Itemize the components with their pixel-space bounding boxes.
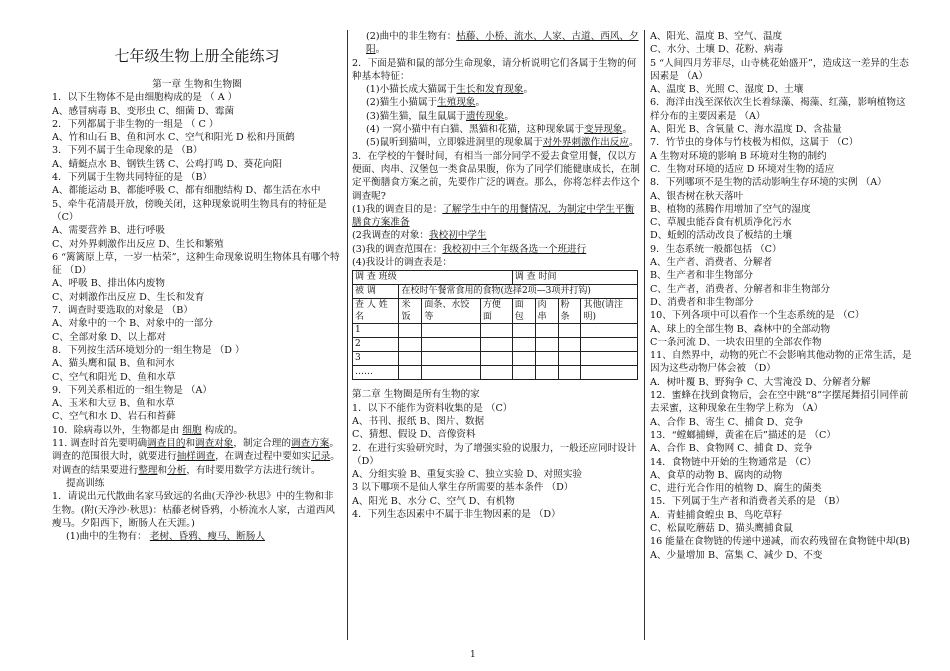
column-divider-2	[644, 30, 645, 640]
option-line: A、玉米和大豆 B、鱼和水草	[52, 398, 175, 410]
question-line: 5 “人间四月芳菲尽，山寺桃花始盛开”，造成这一差异的生态因素是 （A）	[650, 57, 909, 82]
column-3	[650, 30, 912, 562]
option-line: A、生产者、消费者、分解者	[650, 257, 773, 269]
option-line: A．树叶覆 B、野狗争 C、大雪淹没 D、分解者分解	[650, 376, 871, 388]
table-header: 其他(请注明)	[581, 299, 638, 324]
table-row	[353, 271, 638, 285]
table-header-row	[353, 299, 638, 324]
fill-in-question: (3)猫生猫，鼠生鼠属于遗传现象。	[366, 110, 514, 122]
answer-text: 了解学生中午的用餐情况，为制定中学生平衡膳食方案准备	[352, 203, 635, 229]
table-header: 米饭	[399, 299, 422, 324]
table-row	[353, 366, 638, 380]
option-line: A、分组实验 B、重复实验 C、独立实验 D、对照实验	[352, 469, 583, 481]
option-line: C、进行光合作用的植物 D、腐生的菌类	[650, 483, 822, 495]
option-line: C．生物对环境的适应 D 环境对生物的适应	[650, 163, 835, 175]
question-line: 8．下列按生活环境划分的一组生物是 （D ）	[52, 344, 245, 356]
answer-text: 调查对象	[195, 438, 234, 450]
option-line: B、生产者和非生物部分	[650, 270, 753, 282]
column-divider-1	[347, 30, 348, 640]
option-line: C、空气和阳光 D、鱼和水草	[52, 371, 176, 383]
question-line: 2．下列都属于非生物的一组是 （ C ）	[52, 118, 219, 130]
option-line: A、温度 B、光照 C、湿度 D、土壤	[650, 84, 804, 96]
option-line: C一条河流 D、一块农田里的全部农作物	[650, 336, 822, 348]
question-line: 6．海洋由浅至深依次生长着绿藻、褐藻、红藻，影响植物这样分布的主要因素是 （A）	[650, 97, 906, 122]
fill-in-question: (4) 一窝小猫中有白猫、黑猫和花猫，这种现象属于变异现象。	[366, 124, 633, 136]
question-line: 1．请说出元代散曲名家马致远的名曲(天净沙·秋思》中的生物和非生物。(附(天净沙·秋思)：枯藤老树昏鸦，小桥流水人家，古道西风瘦马。夕阳西下，断肠人在天涯。)	[52, 491, 335, 529]
answer-text: 我校初中三个年级各选一个班进行	[442, 243, 587, 255]
question-line: 16 能量在食物链的传递中递减，而农药残留在食物链中却(B)	[650, 536, 911, 548]
option-line: D、消费者和非生物部分	[650, 296, 754, 308]
fill-in-question: (5)鼠听到猫叫，立即躲进洞里的现象属于对外界刺激作出反应。	[366, 137, 639, 149]
question-line: 15．下列属于生产者和消费者关系的是 （B）	[650, 496, 845, 508]
option-line: A、感冒病毒 B、变形虫 C、细菌 D、霉菌	[52, 105, 235, 117]
section-heading: 提高训练	[66, 477, 105, 489]
table-cell: 在校时午餐常食用的食物(选择2项—3项并打钩)	[399, 285, 638, 299]
answer-text: 遗传现象	[465, 110, 505, 122]
table-row	[353, 285, 638, 299]
option-line: A、蜻蜓点水 B、钢铁生锈 C、公鸡打鸣 D、葵花向阳	[52, 158, 283, 170]
table-cell: 2	[353, 338, 399, 352]
table-header: 面包	[512, 299, 535, 324]
question-line: 9．下列关系相近的一组生物是 （A）	[52, 384, 212, 396]
answer-text: 分析	[167, 464, 187, 476]
table-cell: ……	[353, 366, 399, 380]
survey-table	[352, 270, 638, 380]
fill-in-question: (1)小猫长成大猫属于生长和发育现象。	[366, 84, 534, 96]
table-header: 查 人 姓名	[353, 299, 399, 324]
option-line: A．青蛙捕食蝗虫 B、鸟吃草籽	[650, 509, 783, 521]
question-line: 2．在进行实验研究时，为了增强实验的说服力，一般还应同时设计 （D）	[352, 442, 637, 467]
answer-text: 对外界刺激作出反应	[542, 137, 630, 149]
question-line: 12．蜜蜂在找到食物后，会在空中跳“8”字摆尾舞招引同伴前去采蜜，这种现象在生物学上称为 （A）	[650, 390, 909, 415]
option-line: A 生物对环境的影响 B 环境对生物的制约	[650, 150, 827, 162]
fill-in-question: (1)曲中的生物有： 老树、昏鸦、瘦马、断肠人	[66, 531, 265, 543]
table-row	[353, 324, 638, 338]
answer-text: 细胞	[182, 424, 202, 436]
answer-text: 抽样调查	[176, 451, 216, 463]
fill-in-question: 11. 调查时首先要明确调查目的和调查对象，制定合理的调查方案。调查的范围很大时，就要进行抽样调查，在调查过程中要如实记录。对调查的结果要进行整理和分析，有时要用数学方法进行统计。	[52, 438, 340, 476]
chapter-heading: 第一章 生物和生物圈	[152, 79, 242, 90]
fill-in-question: (2)猫生小猫属于生殖现象。	[366, 97, 486, 109]
answer-text: 变异现象	[584, 124, 623, 136]
answer-text: 调查方案	[290, 438, 330, 450]
table-header: 方便面	[480, 299, 512, 324]
option-line: C、空气和水 D、岩石和苔藓	[52, 411, 176, 423]
page-number: 1	[470, 650, 476, 660]
fill-in-question: (2)曲中的非生物有：枯藤、小桥、流水、人家、古道、西风、夕阳。	[366, 31, 639, 56]
option-line: A、合作 B、食物网 C、捕食 D、竞争	[650, 443, 813, 455]
answer-text: 整理	[138, 464, 158, 476]
option-line: B、植物的蒸腾作用增加了空气的湿度	[650, 203, 811, 215]
option-line: C、松鼠吃蘑菇 D、猫头鹰捕食鼠	[650, 522, 793, 534]
question-line: 3．下列不属于生命现象的是 （B）	[52, 145, 203, 157]
option-line: C、对刺激作出反应 D、生长和发育	[52, 291, 205, 303]
question-line: 1．以下不能作为资料收集的是 （C）	[352, 402, 513, 414]
option-line: A、需要营养 B、进行呼吸	[52, 225, 165, 237]
table-cell: 1	[353, 324, 399, 338]
option-line: C、生产者，消费者、分解者和非生物部分	[650, 283, 831, 295]
option-line: A、书刊、报纸 B、图片、数据	[352, 415, 485, 427]
question-line: 7．调查时要选取的对象是 （B）	[52, 305, 193, 317]
option-line: A、少量增加 B、富集 C、减少 D、不变	[650, 549, 823, 561]
fill-in-question: (1)我的调查目的是：了解学生中午的用餐情况，为制定中学生平衡膳食方案准备	[352, 203, 635, 229]
answer-text: 我校初中学生	[429, 230, 487, 242]
table-header: 面条、水饺等	[422, 299, 481, 324]
table-cell: 调 查 班级	[353, 271, 513, 285]
question-line: 8．下列哪项不是生物的活动影响生存环境的实例 （A）	[650, 177, 887, 189]
option-line: A、阳光 B、含氧量 C、海水温度 D、含盐量	[650, 124, 842, 136]
answer-text: 生长和发育现象	[456, 84, 524, 96]
question-line: 13．“螳螂捕蝉，黄雀在后”描述的是 （C）	[650, 429, 836, 441]
table-cell: 被 调	[353, 285, 399, 299]
question-line: 9．生态系统一般都包括 （C）	[650, 243, 782, 255]
document-title: 七年级生物上册全能练习	[114, 47, 280, 65]
table-header: 肉串	[535, 299, 558, 324]
question-line: 10、下列各项中可以看作一个生态系统的是 （C）	[650, 310, 865, 322]
option-line: D、蚯蚓的活动改良了板结的土壤	[650, 230, 793, 242]
question-line: 6 “篱篱原上草，一岁一枯荣”，这种生命现象说明生物体具有哪个特征 （D）	[52, 251, 340, 277]
option-line: A、猫头鹰和鼠 B、鱼和河水	[52, 358, 175, 370]
question-line: 3．在学校的午餐时间，有相当一部分同学不爱去食堂用餐，仅以方便面、肉串、汉堡包一类食品果腹，你为了同学们能健康成长，在制定平衡膳食方案之前，先要作广泛的调查。那么，你将怎样去作这个调查呢?	[352, 150, 640, 202]
question-line: (4)我设计的调查表是：	[352, 257, 452, 269]
table-header: 粉条	[558, 299, 581, 324]
option-line: A、阳光 B、水分 C、空气 D、有机物	[352, 495, 515, 507]
question-line: 4．下列属于生物共同特征的是 （B）	[52, 172, 213, 184]
option-line: A、食草的动物 B、腐肉的动物	[650, 469, 783, 481]
table-row	[353, 352, 638, 366]
answer-text: 调查目的	[147, 438, 186, 450]
answer-text: 老树、昏鸦、瘦马、断肠人	[149, 531, 265, 543]
question-line: 7．竹节虫的身体与竹枝极为相似，这属于 （C）	[650, 137, 859, 149]
table-cell: 调 查 时间	[512, 271, 637, 285]
option-line: A、银杏树在秋天落叶	[650, 190, 744, 202]
table-row	[353, 338, 638, 352]
question-line: 11、自然界中，动物的死亡不会影响其他动物的正常生活，是因为这些动物尸体会被 （D）	[650, 350, 912, 375]
option-line: A、合作 B、寄生 C、捕食 D、竞争	[650, 416, 804, 428]
fill-in-question: (3)我的调查范围在：我校初中三个年级各选一个班进行	[352, 243, 587, 255]
option-line: A、呼吸 B、排出体内废物	[52, 278, 165, 290]
fill-in-question: 10．除病毒以外，生物都是由 细胞 构成的。	[52, 424, 244, 436]
option-line: A、对象中的一个 B、对象中的一部分	[52, 318, 213, 330]
question-line: 1．以下生物体不是由细胞构成的是 （ A ）	[52, 92, 238, 104]
answer-text: 枯藤、小桥、流水、人家、古道、西风、夕阳	[366, 31, 639, 56]
option-line: A、都能运动 B、都能呼吸 C、都有细胞结构 D、都生活在水中	[52, 185, 321, 197]
table-cell: 3	[353, 352, 399, 366]
column-2	[352, 30, 642, 521]
option-line: A、阳光、温度 B、空气、温度	[650, 31, 783, 42]
question-line: 3 以下哪项不是仙人掌生存所需要的基本条件 （D）	[352, 482, 574, 494]
question-line: 14．食物链中开始的生物通常是 （C）	[650, 456, 817, 468]
answer-text: 生殖现象	[437, 97, 476, 109]
option-line: A、竹和山石 B、鱼和河水 C、空气和阳光 D 松和丹顶鹤	[52, 132, 295, 144]
question-line: 5、牵牛花清晨开放，傍晚关闭，这种现象说明生物具有的特征是（C）	[52, 198, 327, 223]
question-line: 2．下面是猫和鼠的部分生命现象，请分析说明它们各属于生物的何种基本特征：	[352, 57, 637, 82]
option-line: C、猜想、假设 D、音像资料	[352, 429, 476, 441]
answer-text: 记录	[311, 451, 331, 463]
option-line: C、水分、土壤 D、花粉、病毒	[650, 44, 784, 56]
column-1	[52, 30, 342, 543]
option-line: C、全部对象 D、以上都对	[52, 331, 167, 343]
option-line: C、草履虫能吞食有机质净化污水	[650, 217, 792, 229]
question-line: 4．下列生态因素中不属于非生物因素的是 （D）	[352, 509, 561, 521]
option-line: A、球上的全部生物 B、森林中的全部动物	[650, 323, 831, 335]
option-line: C、对外界刺激作出反应 D、生长和繁殖	[52, 238, 224, 250]
fill-in-question: (2我调查的对象：我校初中学生	[352, 230, 487, 242]
chapter-heading: 第二章 生物圈是所有生物的家	[352, 389, 480, 401]
